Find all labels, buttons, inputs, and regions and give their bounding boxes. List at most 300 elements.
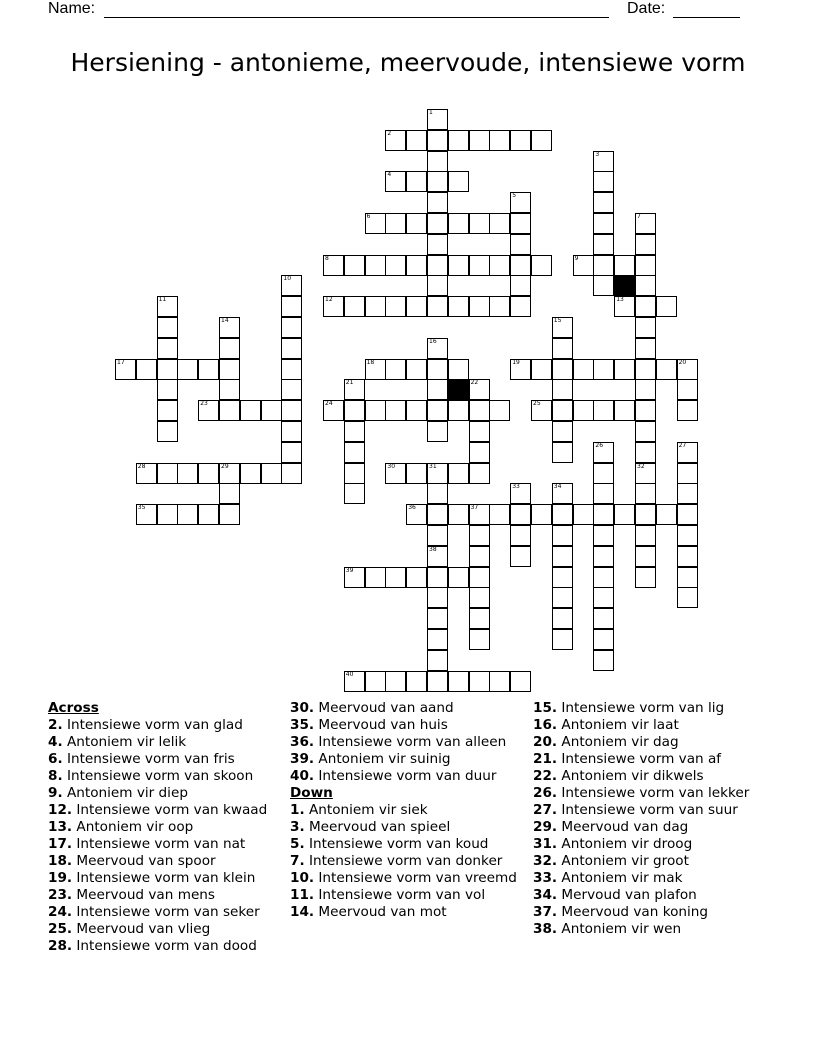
grid-cell[interactable] xyxy=(531,504,552,525)
grid-cell[interactable] xyxy=(406,671,427,692)
clue-text: Intensiewe vorm van nat xyxy=(72,836,246,852)
cell-number: 12 xyxy=(325,296,333,304)
grid-cell[interactable] xyxy=(552,359,573,380)
grid-cell[interactable] xyxy=(510,213,531,234)
grid-cell[interactable] xyxy=(635,275,656,296)
grid-cell[interactable] xyxy=(552,442,573,463)
grid-cell[interactable] xyxy=(469,213,490,234)
grid-cell[interactable] xyxy=(136,504,157,525)
grid-cell[interactable] xyxy=(510,483,531,504)
grid-cell[interactable] xyxy=(281,338,302,359)
grid-cell[interactable] xyxy=(635,234,656,255)
grid-cell[interactable] xyxy=(469,587,490,608)
clue-item xyxy=(290,700,530,717)
grid-cell[interactable] xyxy=(510,234,531,255)
grid-cell[interactable] xyxy=(427,379,448,400)
grid-cell[interactable] xyxy=(448,463,469,484)
grid-cell[interactable] xyxy=(593,546,614,567)
grid-cell[interactable] xyxy=(177,504,198,525)
cell-number: 4 xyxy=(387,171,392,179)
grid-cell[interactable] xyxy=(593,463,614,484)
grid-cell[interactable] xyxy=(115,359,136,380)
clue-number: 21. xyxy=(533,751,558,767)
grid-cell[interactable] xyxy=(677,400,698,421)
grid-cell[interactable] xyxy=(469,463,490,484)
grid-cell[interactable] xyxy=(677,379,698,400)
clue-number: 35. xyxy=(290,717,315,733)
grid-cell[interactable] xyxy=(635,379,656,400)
grid-cell[interactable] xyxy=(427,234,448,255)
grid-cell[interactable] xyxy=(427,671,448,692)
grid-cell[interactable] xyxy=(593,608,614,629)
clue-text: Intensiewe vorm van vreemd xyxy=(314,870,517,886)
grid-cell[interactable] xyxy=(157,421,178,442)
grid-cell[interactable] xyxy=(240,400,261,421)
grid-cell[interactable] xyxy=(552,317,573,338)
grid-cell[interactable] xyxy=(469,296,490,317)
grid-cell[interactable] xyxy=(489,296,510,317)
grid-cell[interactable] xyxy=(365,671,386,692)
clue-number: 6. xyxy=(48,751,63,767)
grid-cell[interactable] xyxy=(510,525,531,546)
grid-cell[interactable] xyxy=(677,483,698,504)
grid-cell[interactable] xyxy=(593,650,614,671)
grid-cell[interactable] xyxy=(385,171,406,192)
grid-cell[interactable] xyxy=(385,463,406,484)
clue-item xyxy=(48,751,288,768)
clue-number: 11. xyxy=(290,887,315,903)
grid-cell[interactable] xyxy=(573,504,594,525)
grid-cell[interactable] xyxy=(635,296,656,317)
grid-cell[interactable] xyxy=(406,171,427,192)
grid-cell[interactable] xyxy=(677,359,698,380)
grid-cell[interactable] xyxy=(198,400,219,421)
grid-cell[interactable] xyxy=(489,213,510,234)
cell-number: 32 xyxy=(637,462,645,470)
grid-cell[interactable] xyxy=(552,338,573,359)
grid-cell[interactable] xyxy=(448,296,469,317)
grid-cell[interactable] xyxy=(510,296,531,317)
grid-cell[interactable] xyxy=(635,483,656,504)
grid-cell[interactable] xyxy=(469,567,490,588)
clue-text: Antoniem vir laat xyxy=(557,717,679,733)
grid-cell[interactable] xyxy=(385,255,406,276)
grid-cell[interactable] xyxy=(323,255,344,276)
grid-cell[interactable] xyxy=(510,275,531,296)
clue-item xyxy=(290,853,530,870)
grid-cell[interactable] xyxy=(614,504,635,525)
grid-cell[interactable] xyxy=(489,504,510,525)
grid-cell[interactable] xyxy=(385,296,406,317)
grid-cell[interactable] xyxy=(219,379,240,400)
grid-cell[interactable] xyxy=(635,255,656,276)
grid-cell[interactable] xyxy=(406,504,427,525)
grid-cell[interactable] xyxy=(344,463,365,484)
grid-cell[interactable] xyxy=(552,379,573,400)
grid-cell[interactable] xyxy=(281,296,302,317)
grid-cell[interactable] xyxy=(469,255,490,276)
grid-cell[interactable] xyxy=(323,296,344,317)
grid-cell[interactable] xyxy=(552,421,573,442)
grid-cell[interactable] xyxy=(281,442,302,463)
grid-cell[interactable] xyxy=(510,671,531,692)
grid-cell[interactable] xyxy=(677,587,698,608)
grid-cell[interactable] xyxy=(323,400,344,421)
grid-cell[interactable] xyxy=(593,192,614,213)
grid-cell[interactable] xyxy=(261,400,282,421)
grid-cell[interactable] xyxy=(344,255,365,276)
grid-cell[interactable] xyxy=(406,296,427,317)
clue-text: Meervoud van mens xyxy=(72,887,216,903)
clue-number: 19. xyxy=(48,870,73,886)
grid-cell[interactable] xyxy=(136,359,157,380)
clue-text: Meervoud van vlieg xyxy=(72,921,211,937)
grid-cell[interactable] xyxy=(427,130,448,151)
grid-cell[interactable] xyxy=(614,400,635,421)
grid-cell[interactable] xyxy=(198,504,219,525)
grid-cell[interactable] xyxy=(593,400,614,421)
grid-cell[interactable] xyxy=(344,379,365,400)
grid-cell[interactable] xyxy=(385,213,406,234)
grid-cell[interactable] xyxy=(593,442,614,463)
grid-cell[interactable] xyxy=(157,317,178,338)
grid-cell[interactable] xyxy=(281,317,302,338)
grid-cell[interactable] xyxy=(344,296,365,317)
grid-cell[interactable] xyxy=(365,255,386,276)
grid-cell[interactable] xyxy=(177,359,198,380)
clue-text: Intensiewe vorm van koud xyxy=(304,836,489,852)
grid-cell[interactable] xyxy=(635,525,656,546)
grid-cell[interactable] xyxy=(593,587,614,608)
grid-cell[interactable] xyxy=(157,504,178,525)
grid-cell[interactable] xyxy=(385,671,406,692)
clue-text: Meervoud van aand xyxy=(314,700,454,716)
clue-item xyxy=(533,751,773,768)
clue-item xyxy=(48,921,288,938)
grid-cell[interactable] xyxy=(157,400,178,421)
clue-text: Intensiewe vorm van donker xyxy=(304,853,503,869)
grid-cell[interactable] xyxy=(344,567,365,588)
grid-cell[interactable] xyxy=(656,359,677,380)
grid-cell[interactable] xyxy=(593,171,614,192)
clue-text: Antoniem vir dikwels xyxy=(557,768,704,784)
grid-cell[interactable] xyxy=(469,504,490,525)
grid-cell[interactable] xyxy=(177,463,198,484)
clue-item xyxy=(48,836,288,853)
clue-number: 31. xyxy=(533,836,558,852)
grid-cell[interactable] xyxy=(635,504,656,525)
grid-cell[interactable] xyxy=(593,629,614,650)
grid-cell[interactable] xyxy=(240,463,261,484)
grid-cell[interactable] xyxy=(489,671,510,692)
grid-cell[interactable] xyxy=(427,587,448,608)
grid-cell[interactable] xyxy=(552,504,573,525)
grid-cell[interactable] xyxy=(614,255,635,276)
grid-cell[interactable] xyxy=(552,608,573,629)
cell-number: 33 xyxy=(512,483,520,491)
cell-number: 3 xyxy=(595,150,600,158)
clue-item xyxy=(290,870,530,887)
grid-cell[interactable] xyxy=(344,400,365,421)
clue-text: Intensiewe vorm van alleen xyxy=(314,734,507,750)
grid-cell[interactable] xyxy=(510,130,531,151)
grid-cell[interactable] xyxy=(635,317,656,338)
grid-cell[interactable] xyxy=(261,463,282,484)
cell-number: 8 xyxy=(325,254,329,262)
grid-cell[interactable] xyxy=(385,567,406,588)
grid-cell[interactable] xyxy=(510,192,531,213)
cell-number: 13 xyxy=(616,296,624,304)
grid-cell[interactable] xyxy=(469,525,490,546)
grid-cell[interactable] xyxy=(136,463,157,484)
grid-cell[interactable] xyxy=(427,275,448,296)
clue-number: 39. xyxy=(290,751,315,767)
grid-cell[interactable] xyxy=(157,463,178,484)
grid-cell[interactable] xyxy=(427,359,448,380)
grid-cell[interactable] xyxy=(427,525,448,546)
grid-cell[interactable] xyxy=(219,317,240,338)
grid-cell[interactable] xyxy=(406,567,427,588)
grid-cell[interactable] xyxy=(427,296,448,317)
grid-cell[interactable] xyxy=(635,359,656,380)
grid-cell[interactable] xyxy=(656,296,677,317)
grid-cell[interactable] xyxy=(365,213,386,234)
grid-cell[interactable] xyxy=(406,463,427,484)
grid-cell[interactable] xyxy=(510,504,531,525)
cell-number: 31 xyxy=(429,462,437,470)
grid-cell[interactable] xyxy=(552,629,573,650)
grid-cell[interactable] xyxy=(281,359,302,380)
grid-cell[interactable] xyxy=(552,587,573,608)
grid-cell[interactable] xyxy=(406,213,427,234)
grid-cell[interactable] xyxy=(552,525,573,546)
grid-cell[interactable] xyxy=(677,525,698,546)
grid-cell[interactable] xyxy=(469,629,490,650)
grid-cell[interactable] xyxy=(157,338,178,359)
grid-cell[interactable] xyxy=(656,504,677,525)
grid-cell[interactable] xyxy=(552,567,573,588)
grid-cell[interactable] xyxy=(489,255,510,276)
grid-cell[interactable] xyxy=(406,130,427,151)
grid-cell[interactable] xyxy=(448,359,469,380)
grid-cell[interactable] xyxy=(427,338,448,359)
grid-cell[interactable] xyxy=(448,504,469,525)
grid-cell[interactable] xyxy=(593,525,614,546)
grid-cell[interactable] xyxy=(448,171,469,192)
clue-item xyxy=(48,870,288,887)
grid-cell[interactable] xyxy=(344,442,365,463)
grid-cell[interactable] xyxy=(531,255,552,276)
grid-cell[interactable] xyxy=(489,400,510,421)
grid-cell[interactable] xyxy=(427,608,448,629)
cell-number: 5 xyxy=(512,192,517,200)
grid-cell[interactable] xyxy=(677,567,698,588)
grid-cell[interactable] xyxy=(427,151,448,172)
grid-cell[interactable] xyxy=(573,255,594,276)
grid-cell[interactable] xyxy=(427,483,448,504)
grid-cell[interactable] xyxy=(593,151,614,172)
grid-cell[interactable] xyxy=(469,400,490,421)
clue-text: Meervoud van huis xyxy=(314,717,448,733)
grid-cell[interactable] xyxy=(406,400,427,421)
clue-number: 33. xyxy=(533,870,558,886)
clue-number: 10. xyxy=(290,870,315,886)
clue-item xyxy=(48,734,288,751)
cell-number: 10 xyxy=(283,275,292,283)
clue-number: 18. xyxy=(48,853,73,869)
grid-cell[interactable] xyxy=(219,338,240,359)
grid-cell[interactable] xyxy=(427,629,448,650)
grid-cell[interactable] xyxy=(552,483,573,504)
grid-cell[interactable] xyxy=(593,255,614,276)
grid-cell[interactable] xyxy=(469,130,490,151)
grid-cell[interactable] xyxy=(614,359,635,380)
grid-cell[interactable] xyxy=(406,359,427,380)
grid-cell[interactable] xyxy=(281,421,302,442)
grid-cell[interactable] xyxy=(427,213,448,234)
grid-cell[interactable] xyxy=(552,400,573,421)
grid-cell[interactable] xyxy=(531,400,552,421)
grid-cell[interactable] xyxy=(593,275,614,296)
grid-cell[interactable] xyxy=(510,359,531,380)
grid-cell[interactable] xyxy=(427,463,448,484)
grid-cell[interactable] xyxy=(489,130,510,151)
grid-cell[interactable] xyxy=(635,463,656,484)
grid-cell[interactable] xyxy=(157,359,178,380)
grid-cell[interactable] xyxy=(427,504,448,525)
grid-cell[interactable] xyxy=(406,255,427,276)
grid-cell[interactable] xyxy=(677,546,698,567)
grid-cell[interactable] xyxy=(448,400,469,421)
grid-cell[interactable] xyxy=(427,567,448,588)
grid-cell[interactable] xyxy=(365,359,386,380)
clue-number: 38. xyxy=(533,921,558,937)
grid-cell[interactable] xyxy=(198,359,219,380)
black-cell xyxy=(614,275,635,296)
grid-cell[interactable] xyxy=(281,379,302,400)
grid-cell[interactable] xyxy=(448,130,469,151)
cell-number: 34 xyxy=(553,483,562,491)
grid-cell[interactable] xyxy=(531,359,552,380)
grid-cell[interactable] xyxy=(469,671,490,692)
cell-number: 7 xyxy=(637,213,641,220)
grid-cell[interactable] xyxy=(635,213,656,234)
grid-cell[interactable] xyxy=(573,400,594,421)
grid-cell[interactable] xyxy=(385,130,406,151)
clue-number: 32. xyxy=(533,853,558,869)
grid-cell[interactable] xyxy=(427,192,448,213)
grid-cell[interactable] xyxy=(427,171,448,192)
grid-cell[interactable] xyxy=(448,671,469,692)
grid-cell[interactable] xyxy=(635,421,656,442)
grid-cell[interactable] xyxy=(281,463,302,484)
grid-cell[interactable] xyxy=(219,483,240,504)
clue-number: 27. xyxy=(533,802,558,818)
clue-item xyxy=(533,853,773,870)
grid-cell[interactable] xyxy=(635,567,656,588)
name-label: Name: xyxy=(48,0,96,17)
grid-cell[interactable] xyxy=(593,213,614,234)
grid-cell[interactable] xyxy=(635,442,656,463)
grid-cell[interactable] xyxy=(593,504,614,525)
clue-text: Intensiewe vorm van lekker xyxy=(557,785,750,801)
grid-cell[interactable] xyxy=(510,546,531,567)
grid-cell[interactable] xyxy=(469,421,490,442)
grid-cell[interactable] xyxy=(614,296,635,317)
grid-cell[interactable] xyxy=(219,400,240,421)
grid-cell[interactable] xyxy=(365,296,386,317)
grid-cell[interactable] xyxy=(365,400,386,421)
clue-text: Meervoud van dag xyxy=(557,819,689,835)
grid-cell[interactable] xyxy=(448,255,469,276)
grid-cell[interactable] xyxy=(427,400,448,421)
clue-item xyxy=(533,921,773,938)
grid-cell[interactable] xyxy=(281,275,302,296)
clue-number: 14. xyxy=(290,904,315,920)
clue-text: Antoniem vir mak xyxy=(557,870,683,886)
grid-cell[interactable] xyxy=(677,442,698,463)
grid-cell[interactable] xyxy=(593,234,614,255)
grid-cell[interactable] xyxy=(593,567,614,588)
grid-cell[interactable] xyxy=(427,109,448,130)
clue-text: Antoniem vir siek xyxy=(304,802,428,818)
grid-cell[interactable] xyxy=(593,359,614,380)
grid-cell[interactable] xyxy=(157,296,178,317)
grid-cell[interactable] xyxy=(385,400,406,421)
grid-cell[interactable] xyxy=(552,546,573,567)
grid-cell[interactable] xyxy=(219,504,240,525)
grid-cell[interactable] xyxy=(510,255,531,276)
grid-cell[interactable] xyxy=(469,442,490,463)
grid-cell[interactable] xyxy=(531,130,552,151)
grid-cell[interactable] xyxy=(219,359,240,380)
grid-cell[interactable] xyxy=(448,567,469,588)
clue-column-2 xyxy=(290,700,530,921)
grid-cell[interactable] xyxy=(593,483,614,504)
clue-column-3 xyxy=(533,700,773,938)
grid-cell[interactable] xyxy=(219,463,240,484)
grid-cell[interactable] xyxy=(469,546,490,567)
grid-cell[interactable] xyxy=(677,504,698,525)
grid-cell[interactable] xyxy=(344,671,365,692)
grid-cell[interactable] xyxy=(427,546,448,567)
grid-cell[interactable] xyxy=(448,213,469,234)
grid-cell[interactable] xyxy=(344,483,365,504)
grid-cell[interactable] xyxy=(385,359,406,380)
grid-cell[interactable] xyxy=(635,546,656,567)
clue-number: 15. xyxy=(533,700,558,716)
grid-cell[interactable] xyxy=(677,463,698,484)
grid-cell[interactable] xyxy=(427,421,448,442)
grid-cell[interactable] xyxy=(198,463,219,484)
grid-cell[interactable] xyxy=(635,400,656,421)
grid-cell[interactable] xyxy=(157,379,178,400)
clue-number: 29. xyxy=(533,819,558,835)
grid-cell[interactable] xyxy=(573,359,594,380)
grid-cell[interactable] xyxy=(427,255,448,276)
grid-cell[interactable] xyxy=(469,608,490,629)
clue-column-1 xyxy=(48,700,288,955)
grid-cell[interactable] xyxy=(344,421,365,442)
grid-cell[interactable] xyxy=(281,400,302,421)
grid-cell[interactable] xyxy=(635,338,656,359)
grid-cell[interactable] xyxy=(427,650,448,671)
cell-number: 16 xyxy=(429,337,437,345)
grid-cell[interactable] xyxy=(365,567,386,588)
clue-number: 23. xyxy=(48,887,73,903)
cell-number: 6 xyxy=(366,213,371,220)
grid-cell[interactable] xyxy=(469,379,490,400)
